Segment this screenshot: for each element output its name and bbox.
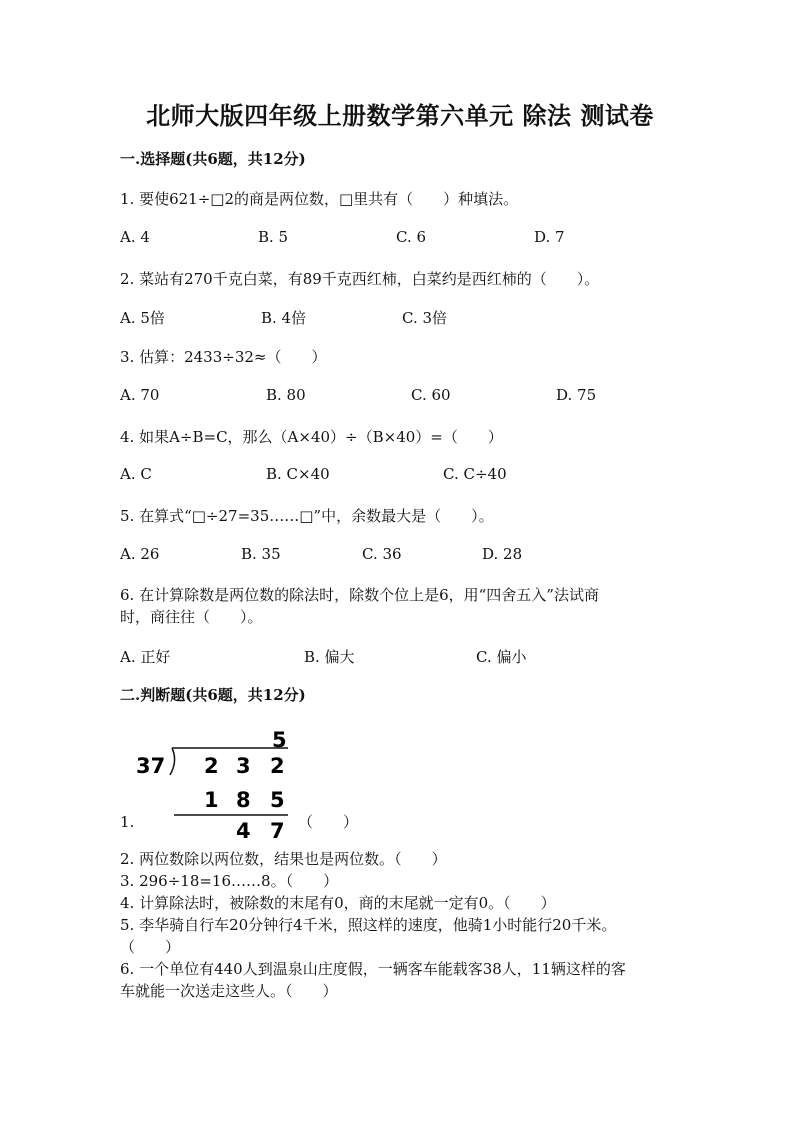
judge-1-answer-paren: （ ） — [298, 813, 359, 831]
ld-dividend-digit-2: 3 — [236, 754, 251, 778]
q1-option-b: B. 5 — [258, 228, 289, 246]
q4-option-b: B. C×40 — [266, 465, 330, 483]
question-4: 4. 如果A÷B=C，那么（A×40）÷（B×40）=（ ） — [120, 428, 503, 446]
q3-option-a: A. 70 — [120, 386, 160, 404]
judge-2: 2. 两位数除以两位数，结果也是两位数。（ ） — [120, 850, 447, 868]
q5-option-d: D. 28 — [482, 545, 523, 563]
judge-3: 3. 296÷18=16……8。（ ） — [120, 872, 339, 890]
q3-option-c: C. 60 — [411, 386, 451, 404]
q2-option-b: B. 4倍 — [261, 309, 307, 327]
q3-option-d: D. 75 — [556, 386, 597, 404]
q2-option-a: A. 5倍 — [120, 309, 165, 327]
q6-option-a: A. 正好 — [120, 648, 171, 666]
question-6-line2: 时，商往往（ ）。 — [120, 608, 263, 626]
q2-option-c: C. 3倍 — [402, 309, 448, 327]
ld-product-digit-3: 5 — [270, 788, 285, 812]
q5-option-b: B. 35 — [241, 545, 281, 563]
section-heading-choice: 一.选择题(共6题，共12分) — [120, 150, 306, 168]
judge-5-line1: 5. 李华骑自行车20分钟行4千米，照这样的速度，他骑1小时能行20千米。 — [120, 916, 617, 934]
ld-dividend-digit-3: 2 — [270, 754, 285, 778]
ld-product-digit-1: 1 — [204, 788, 219, 812]
ld-remainder-digit-1: 4 — [236, 819, 251, 840]
question-2: 2. 菜站有270千克白菜，有89千克西红柿，白菜约是西红柿的（ ）。 — [120, 270, 600, 288]
page-title: 北师大版四年级上册数学第六单元 除法 测试卷 — [146, 101, 654, 130]
judge-6-line2: 车就能一次送走这些人。（ ） — [120, 982, 338, 1000]
q1-option-d: D. 7 — [534, 228, 565, 246]
ld-remainder-digit-2: 7 — [270, 819, 285, 840]
q5-option-c: C. 36 — [362, 545, 402, 563]
ld-product-digit-2: 8 — [236, 788, 251, 812]
q1-option-c: C. 6 — [396, 228, 427, 246]
question-3: 3. 估算：2433÷32≈（ ） — [120, 348, 327, 366]
judge-4: 4. 计算除法时，被除数的末尾有0，商的末尾就一定有0。（ ） — [120, 894, 556, 912]
judge-1-label: 1. — [120, 813, 135, 831]
ld-dividend-digit-1: 2 — [204, 754, 219, 778]
ld-bracket — [170, 748, 175, 775]
q5-option-a: A. 26 — [120, 545, 160, 563]
judge-5-line2: （ ） — [120, 938, 181, 956]
long-division-figure — [130, 725, 300, 840]
q6-option-c: C. 偏小 — [476, 648, 527, 666]
question-1: 1. 要使621÷□2的商是两位数，□里共有（ ）种填法。 — [120, 190, 519, 208]
q1-option-a: A. 4 — [120, 228, 150, 246]
ld-quotient: 5 — [272, 728, 287, 752]
q4-option-c: C. C÷40 — [443, 465, 507, 483]
section-heading-judge: 二.判断题(共6题，共12分) — [120, 686, 306, 704]
question-5: 5. 在算式“□÷27=35……□”中，余数最大是（ ）。 — [120, 507, 494, 525]
question-6-line1: 6. 在计算除数是两位数的除法时，除数个位上是6，用“四舍五入”法试商 — [120, 586, 599, 604]
q4-option-a: A. C — [120, 465, 152, 483]
ld-divisor: 37 — [136, 754, 166, 778]
q6-option-b: B. 偏大 — [304, 648, 355, 666]
q3-option-b: B. 80 — [266, 386, 306, 404]
judge-6-line1: 6. 一个单位有440人到温泉山庄度假，一辆客车能载客38人，11辆这样的客 — [120, 960, 626, 978]
